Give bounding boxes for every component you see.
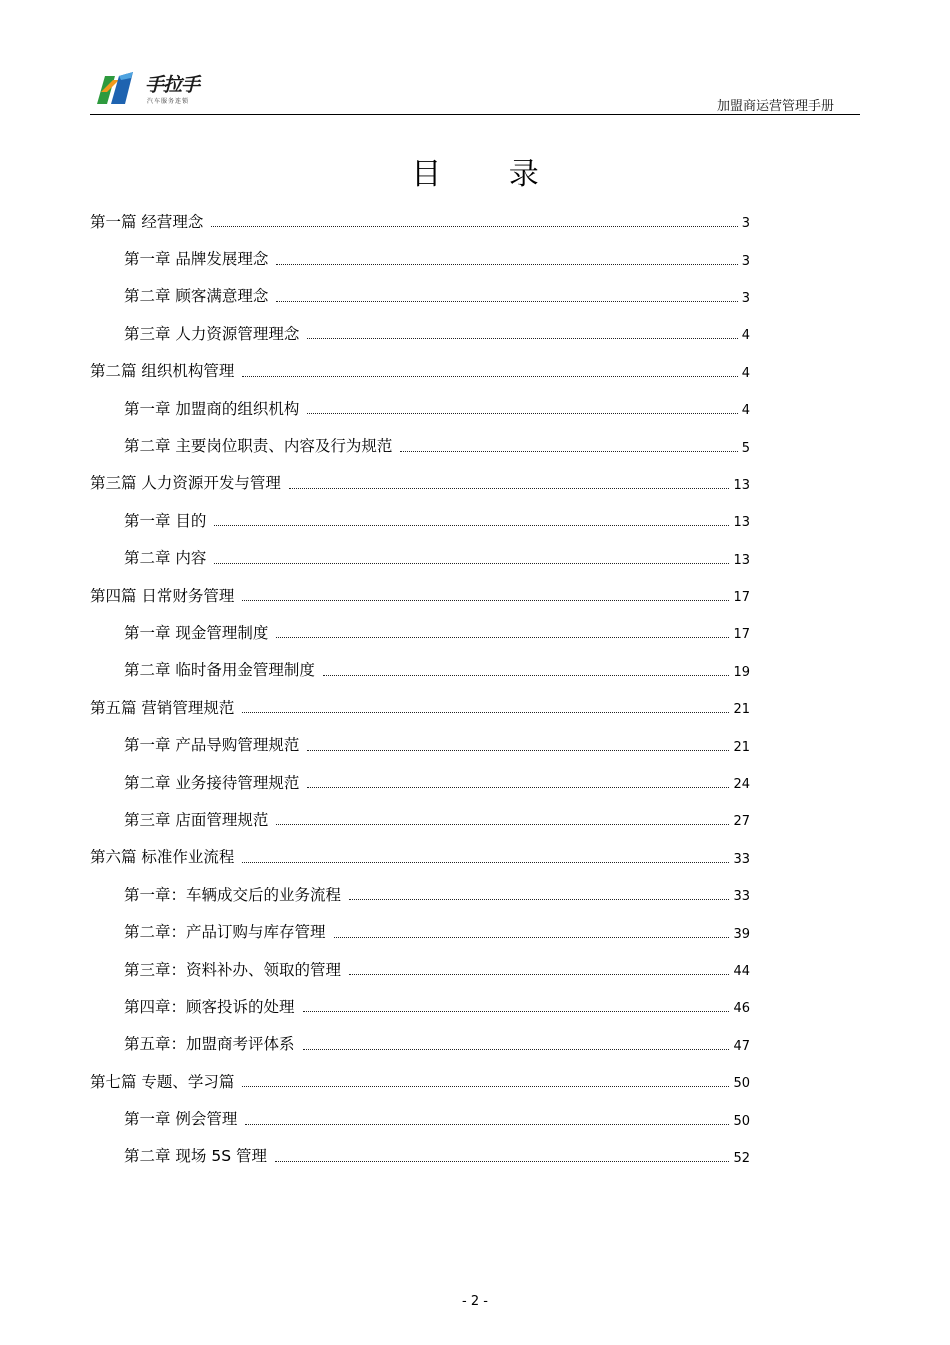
toc-chapter-entry[interactable] [90, 1099, 750, 1136]
toc-part-entry[interactable] [90, 576, 750, 613]
toc-dot-leader [400, 451, 737, 452]
toc-entry-page: 21 [733, 739, 750, 755]
toc-chapter-entry[interactable] [90, 725, 750, 762]
toc-dot-leader [211, 226, 737, 227]
toc-entry-label: 第三章：资料补办、领取的管理 [124, 960, 342, 979]
toc-part-entry[interactable] [90, 838, 750, 875]
toc-entry-label: 第二章 临时备用金管理制度 [124, 661, 315, 680]
toc-part-entry[interactable] [90, 202, 750, 239]
brand-name: 手拉手 [145, 74, 200, 96]
toc-dot-leader [303, 1049, 730, 1050]
toc-entry-label: 第二篇 组织机构管理 [90, 362, 235, 381]
toc-entry-page: 21 [733, 702, 750, 718]
toc-entry-label: 第二章 现场 5S 管理 [124, 1147, 267, 1166]
toc-entry-page: 33 [733, 851, 750, 867]
toc-chapter-entry[interactable] [90, 1137, 750, 1174]
toc-dot-leader [214, 525, 729, 526]
toc-entry-page: 39 [733, 926, 750, 942]
toc-entry-label: 第二章 顾客满意理念 [124, 287, 269, 306]
toc-dot-leader [307, 787, 729, 788]
toc-dot-leader [307, 750, 729, 751]
toc-entry-page: 3 [741, 290, 750, 306]
toc-dot-leader [242, 862, 729, 863]
manual-title: 加盟商运营管理手册 [716, 99, 834, 114]
toc-entry-page: 52 [733, 1150, 750, 1166]
toc-entry-page: 50 [733, 1113, 750, 1129]
toc-chapter-entry[interactable] [90, 389, 750, 426]
toc-dot-leader [276, 824, 729, 825]
toc-dot-leader [242, 712, 729, 713]
toc-title: 目 录 [411, 157, 539, 192]
toc-entry-page: 13 [733, 552, 750, 568]
toc-entry-page: 17 [733, 627, 750, 643]
toc-chapter-entry[interactable] [90, 501, 750, 538]
toc-entry-page: 24 [733, 777, 750, 793]
toc-chapter-entry[interactable] [90, 539, 750, 576]
toc-chapter-entry[interactable] [90, 1025, 750, 1062]
toc-entry-label: 第一章 现金管理制度 [124, 623, 269, 642]
toc-dot-leader [276, 637, 729, 638]
toc-entry-label: 第一篇 经营理念 [90, 212, 204, 231]
toc-entry-label: 第四篇 日常财务管理 [90, 586, 235, 605]
toc-chapter-entry[interactable] [90, 277, 750, 314]
toc-entry-page: 47 [733, 1038, 750, 1054]
toc-chapter-entry[interactable] [90, 239, 750, 276]
toc-entry-label: 第二章 主要岗位职责、内容及行为规范 [124, 437, 393, 456]
toc-entry-page: 3 [741, 253, 750, 269]
brand-tagline: 汽车服务连锁 [147, 98, 190, 105]
header-divider [90, 114, 860, 115]
toc-chapter-entry[interactable] [90, 800, 750, 837]
toc-entry-page: 33 [733, 889, 750, 905]
toc-entry-label: 第三章 店面管理规范 [124, 810, 269, 829]
toc-part-entry[interactable] [90, 1062, 750, 1099]
toc-entry-label: 第一章 例会管理 [124, 1110, 238, 1129]
toc-dot-leader [242, 600, 729, 601]
toc-entry-label: 第二章 业务接待管理规范 [124, 773, 300, 792]
page-header [90, 66, 860, 116]
brand-logo-icon [93, 70, 137, 106]
toc-dot-leader [303, 1011, 730, 1012]
toc-entry-label: 第六篇 标准作业流程 [90, 848, 235, 867]
toc-entry-page: 4 [741, 328, 750, 344]
toc-entry-page: 19 [733, 664, 750, 680]
toc-entry-page: 50 [733, 1076, 750, 1092]
toc-entry-label: 第五篇 营销管理规范 [90, 698, 235, 717]
toc-entry-page: 27 [733, 814, 750, 830]
toc-dot-leader [307, 338, 737, 339]
page-number: - 2 - [462, 1294, 488, 1309]
toc-entry-label: 第二章：产品订购与库存管理 [124, 923, 326, 942]
toc-dot-leader [289, 488, 730, 489]
toc-entry-label: 第四章：顾客投诉的处理 [124, 997, 295, 1016]
toc-dot-leader [349, 974, 729, 975]
toc-entry-label: 第七篇 专题、学习篇 [90, 1072, 235, 1091]
toc-dot-leader [214, 563, 729, 564]
toc-part-entry[interactable] [90, 464, 750, 501]
toc-dot-leader [276, 264, 737, 265]
toc-dot-leader [307, 413, 737, 414]
toc-part-entry[interactable] [90, 688, 750, 725]
brand-logo [93, 66, 223, 110]
toc-dot-leader [323, 675, 730, 676]
toc-entry-page: 46 [733, 1001, 750, 1017]
toc-dot-leader [275, 1161, 729, 1162]
toc-dot-leader [245, 1124, 729, 1125]
toc-entry-page: 17 [733, 590, 750, 606]
toc-entry-label: 第三篇 人力资源开发与管理 [90, 474, 281, 493]
toc-chapter-entry[interactable] [90, 987, 750, 1024]
toc-entry-page: 5 [741, 440, 750, 456]
toc-entry-label: 第二章 内容 [124, 549, 207, 568]
toc-chapter-entry[interactable] [90, 651, 750, 688]
toc-entry-label: 第一章 产品导购管理规范 [124, 736, 300, 755]
toc-dot-leader [349, 899, 729, 900]
toc-dot-leader [242, 376, 737, 377]
toc-chapter-entry[interactable] [90, 426, 750, 463]
toc-chapter-entry[interactable] [90, 314, 750, 351]
toc-entry-label: 第一章 品牌发展理念 [124, 250, 269, 269]
toc-dot-leader [276, 301, 737, 302]
toc-entry-label: 第三章 人力资源管理理念 [124, 324, 300, 343]
toc-chapter-entry[interactable] [90, 950, 750, 987]
toc-dot-leader [334, 937, 730, 938]
toc-chapter-entry[interactable] [90, 763, 750, 800]
toc-entry-page: 4 [741, 365, 750, 381]
toc-entry-label: 第一章 目的 [124, 511, 207, 530]
table-of-contents [90, 202, 750, 1174]
toc-entry-label: 第一章：车辆成交后的业务流程 [124, 885, 342, 904]
toc-entry-label: 第一章 加盟商的组织机构 [124, 399, 300, 418]
toc-entry-page: 4 [741, 403, 750, 419]
toc-chapter-entry[interactable] [90, 613, 750, 650]
toc-entry-page: 3 [741, 216, 750, 232]
toc-part-entry[interactable] [90, 352, 750, 389]
toc-entry-label: 第五章：加盟商考评体系 [124, 1035, 295, 1054]
toc-entry-page: 13 [733, 515, 750, 531]
toc-chapter-entry[interactable] [90, 912, 750, 949]
toc-entry-page: 13 [733, 477, 750, 493]
toc-entry-page: 44 [733, 964, 750, 979]
toc-dot-leader [242, 1086, 729, 1087]
toc-chapter-entry[interactable] [90, 875, 750, 912]
